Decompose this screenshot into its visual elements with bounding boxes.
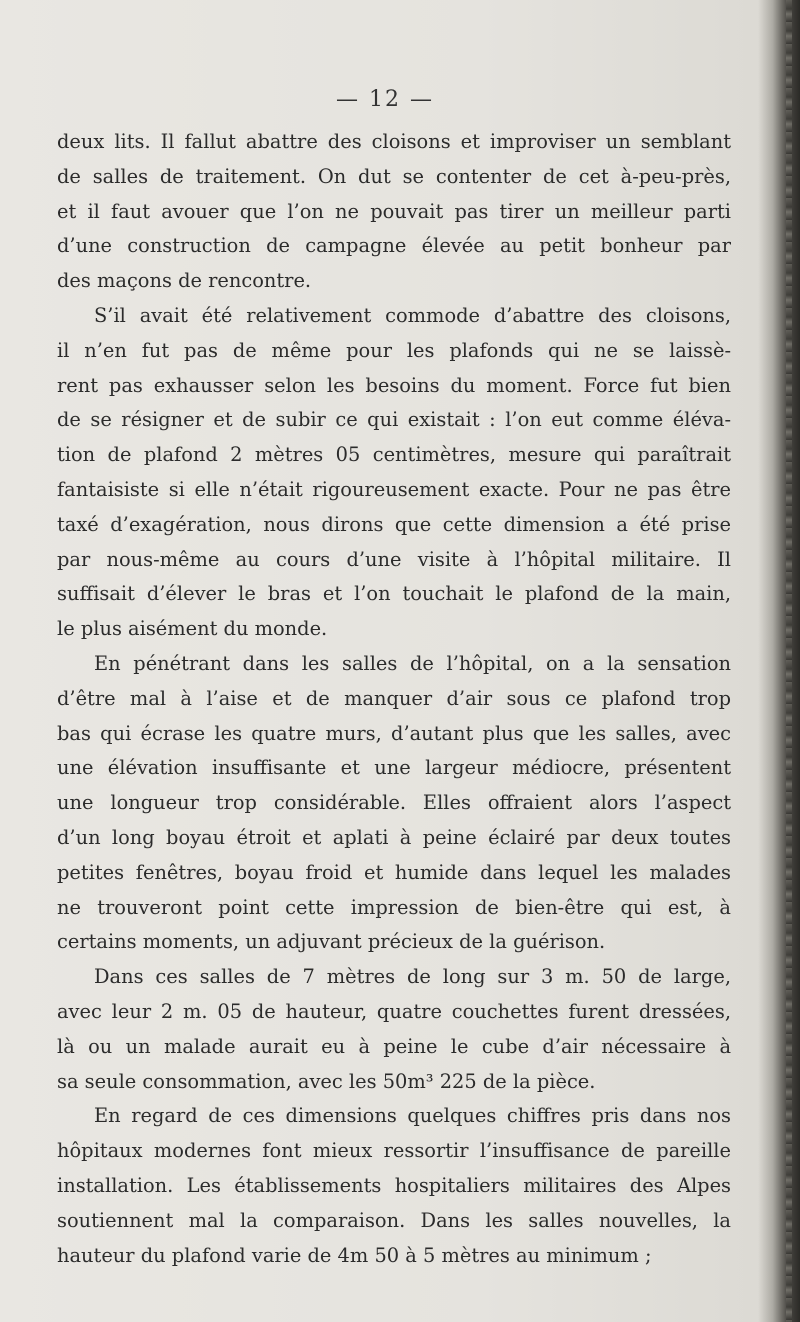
text-line: soutiennent mal la comparaison. Dans les salles nouvelles, la [57,1208,731,1232]
text-line: rent pas exhausser selon les besoins du moment. Force fut bien [57,373,731,397]
text-line: bas qui écrase les quatre murs, d’autant plus que les salles, avec [57,721,731,745]
text-line: installation. Les établissements hospitaliers militaires des Alpes [57,1173,731,1197]
text-line: il n’en fut pas de même pour les plafonds qui ne se laissè- [57,338,731,362]
text-line: tion de plafond 2 mètres 05 centimètres, mesure qui paraîtrait [57,443,731,467]
text-line: d’être mal à l’aise et de manquer d’air sous ce plafond trop [57,686,731,710]
text-line: certains moments, un adjuvant précieux de la guérison. [57,930,606,954]
text-line: En regard de ces dimensions quelques chiffres pris dans nos [94,1104,731,1128]
text-line: taxé d’exagération, nous dirons que cette dimension a été prise [57,512,731,536]
text-line: le plus aisément du monde. [57,617,328,641]
text-line: S’il avait été relativement commode d’abattre des cloisons, [94,303,731,327]
text-line: avec leur 2 m. 05 de hauteur, quatre couchettes furent dressées, [57,999,731,1023]
text-line: suffisait d’élever le bras et l’on touchait le plafond de la main, [57,582,731,606]
body-text [57,125,731,1273]
text-line: deux lits. Il fallut abattre des cloisons et improviser un semblant [57,130,731,153]
text-line: ne trouveront point cette impression de bien-être qui est, à [57,895,731,919]
text-line: petites fenêtres, boyau froid et humide dans lequel les malades [57,860,731,884]
text-line: une élévation insuffisante et une largeur médiocre, présentent [57,756,731,780]
text-line: une longueur trop considérable. Elles offraient alors l’aspect [57,791,731,815]
text-line: et il faut avouer que l’on ne pouvait pas tirer un meilleur parti [57,199,731,223]
text-line: fantaisiste si elle n’était rigoureusement exacte. Pour ne pas être [57,477,731,501]
text-line: des maçons de rencontre. [57,269,312,293]
text-line: de salles de traitement. On dut se contenter de cet à-peu-près, [57,164,731,188]
page-number: — 12 — [336,87,434,112]
text-line: d’un long boyau étroit et aplati à peine éclairé par deux toutes [57,825,731,849]
text-line: Dans ces salles de 7 mètres de long sur 3 m. 50 de large, [94,965,731,989]
book-binding-edge [758,0,800,1322]
text-line: là ou un malade aurait eu à peine le cube d’air nécessaire à [57,1034,731,1058]
text-line: hauteur du plafond varie de 4m 50 à 5 mètres au minimum ; [57,1243,652,1267]
text-line: sa seule consommation, avec les 50m³ 225 de la pièce. [57,1069,596,1093]
text-line: En pénétrant dans les salles de l’hôpital, on a la sensation [94,651,731,675]
text-line: de se résigner et de subir ce qui existait : l’on eut comme éléva- [57,408,731,432]
text-line: par nous-même au cours d’une visite à l’hôpital militaire. Il [57,547,731,571]
text-line: hôpitaux modernes font mieux ressortir l’insuffisance de pareille [57,1139,731,1163]
text-line: d’une construction de campagne élevée au petit bonheur par [57,234,731,258]
